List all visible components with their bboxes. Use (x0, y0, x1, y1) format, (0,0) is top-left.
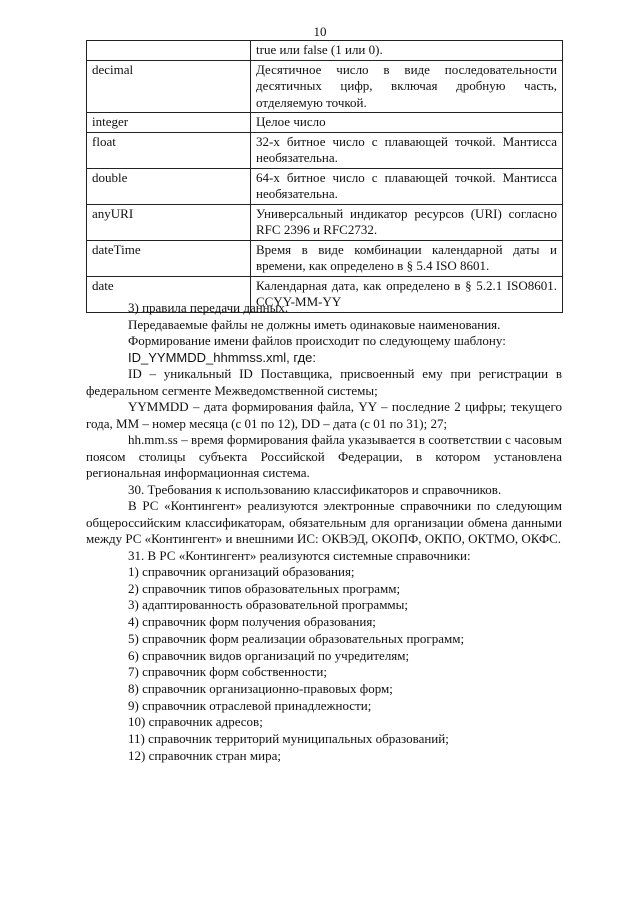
type-description-cell: Десятичное число в виде последовательности десятичных цифр, включая дробную часть, отделяемую точкой. (251, 60, 563, 113)
list-item: 7) справочник форм собственности; (128, 664, 327, 680)
table-row (87, 168, 563, 204)
type-name-cell (87, 41, 251, 61)
reference-list (86, 564, 562, 764)
list-item: 4) справочник форм получения образования; (128, 614, 376, 630)
paragraph-id-definition: ID – уникальный ID Поставщика, присвоенный ему при регистрации в федеральном сегменте Межведомственной системы; (86, 366, 562, 398)
table-row (87, 41, 563, 61)
list-item: 3) адаптированность образовательной программы; (128, 597, 408, 613)
paragraph-unique-names: Передаваемые файлы не должны иметь одинаковые наименования. (128, 316, 501, 332)
table-row (87, 132, 563, 168)
type-description-cell: Целое число (251, 113, 563, 133)
table-row (87, 204, 563, 240)
list-item: 6) справочник видов организаций по учредителям; (128, 647, 410, 663)
list-item: 1) справочник организаций образования; (128, 564, 355, 579)
type-description-cell: Календарная дата, как определено в § 5.2.1 ISO8601. CCYY-MM-YY (251, 276, 563, 312)
type-name-cell: decimal (87, 60, 251, 113)
type-description-cell: 32-х битное число с плавающей точкой. Мантисса необязательна. (251, 132, 563, 168)
type-name-cell: dateTime (87, 240, 251, 276)
table-row (87, 60, 563, 113)
type-name-cell: date (87, 276, 251, 312)
list-item: 2) справочник типов образовательных программ; (128, 580, 401, 596)
paragraph-naming-template: Формирование имени файлов происходит по следующему шаблону: (128, 333, 506, 348)
type-name-cell: double (87, 168, 251, 204)
type-name-cell: float (87, 132, 251, 168)
list-item: 10) справочник адресов; (128, 714, 263, 730)
list-item: 8) справочник организационно-правовых форм; (128, 680, 393, 696)
table-row (87, 113, 563, 133)
paragraph-section-30: 30. Требования к использованию классификаторов и справочников. (128, 481, 502, 497)
paragraph-transfer-rules: 3) правила передачи данных. (128, 300, 289, 315)
type-description-cell: true или false (1 или 0). (251, 41, 563, 61)
list-item: 5) справочник форм реализации образовательных программ; (128, 630, 465, 646)
list-item: 9) справочник отраслевой принадлежности; (128, 697, 372, 713)
list-item: 12) справочник стран мира; (128, 747, 281, 763)
body-text (86, 300, 562, 764)
paragraph-filename-pattern: ID_YYMMDD_hhmmss.xml, где: (128, 349, 316, 365)
list-item: 11) справочник территорий муниципальных образований; (128, 731, 449, 747)
type-description-cell: Время в виде комбинации календарной даты и времени, как определено в § 5.4 ISO 8601. (251, 240, 563, 276)
page-number: 10 (313, 24, 327, 39)
type-name-cell: anyURI (87, 204, 251, 240)
paragraph-section-31: 31. В РС «Контингент» реализуются системные справочники: (128, 547, 471, 563)
data-types-table-body (87, 41, 563, 313)
paragraph-classifiers: В РС «Контингент» реализуются электронные справочники по следующим общероссийским классификаторам, обязательным для организации обмена данными между РС «Контингент» и внешними ИС: ОКВЭД, ОКОПФ, ОКПО, ОКТМО, ОКФС. (86, 498, 562, 546)
table-row (87, 240, 563, 276)
paragraph-date-definition: YYMMDD – дата формирования файла, YY – последние 2 цифры; текущего года, MM – номер месяца (с 01 по 12), DD – дата (с 01 по 31); 27; (86, 399, 562, 431)
type-name-cell: integer (87, 113, 251, 133)
data-types-table (86, 40, 563, 313)
type-description-cell: 64-х битное число с плавающей точкой. Мантисса необязательна. (251, 168, 563, 204)
type-description-cell: Универсальный индикатор ресурсов (URI) согласно RFC 2396 и RFC2732. (251, 204, 563, 240)
paragraph-time-definition: hh.mm.ss – время формирования файла указывается в соответствии с часовым поясом столицы субъекта Российской Федерации, в котором установлена региональная информационная система. (86, 432, 562, 480)
